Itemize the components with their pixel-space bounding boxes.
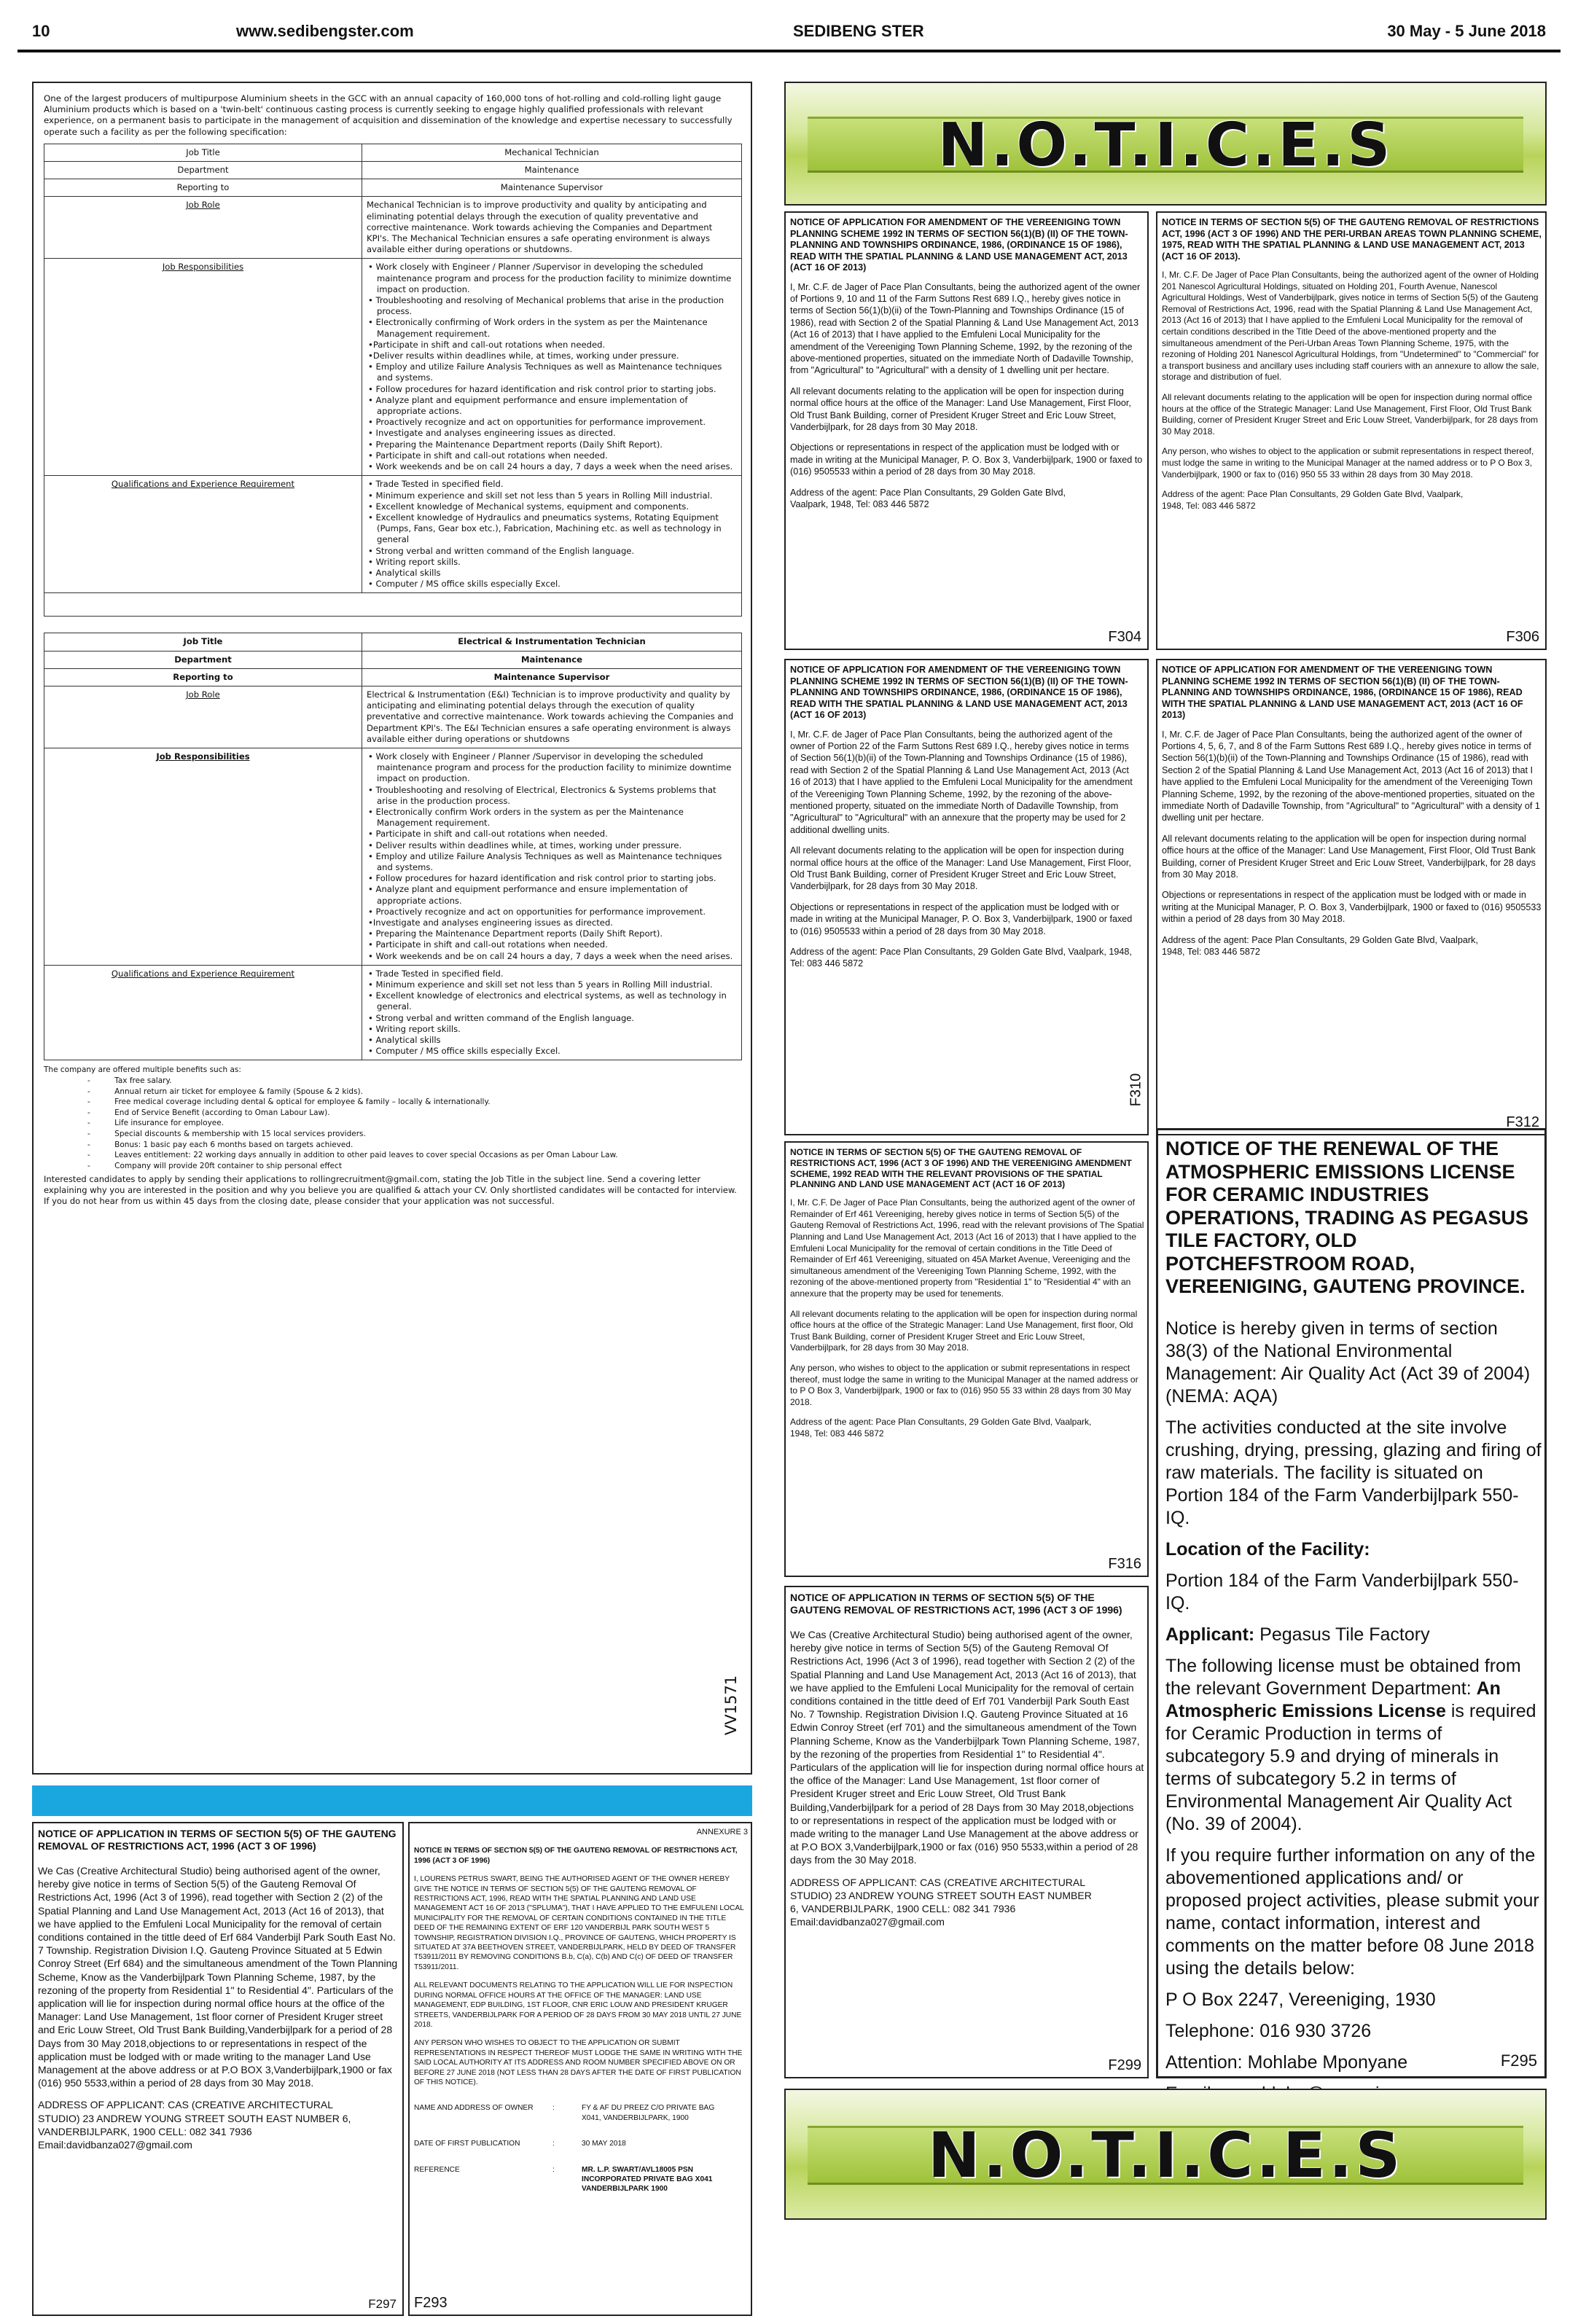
notice-ref: F297 — [368, 2297, 397, 2311]
reporting-value: Maintenance Supervisor — [362, 179, 742, 197]
qualifications-list — [362, 476, 742, 593]
responsibilities-label: Job Responsibilities — [44, 259, 362, 476]
contact-address: P O Box 2247, Vereeniging, 1930 — [1165, 1989, 1436, 2010]
notice-paragraph: All relevant documents relating to the application will be open for inspection during normal office hours at the office of the Strategic Manager: Land Use Management, first floor, Old Trust Bank Building, corner of President Kruger Street and Eric Louw Street, Vanderbijlpark, for 28 days from 30 May 2018. — [790, 1308, 1138, 1353]
page-header — [17, 13, 1561, 52]
notice-paragraph: ALL RELEVANT DOCUMENTS RELATING TO THE APPLICATION WILL LIE FOR INSPECTION DURING NORMAL OFFICE HOURS AT THE OFFICE OF THE MANAGER: LAND USE MANAGEMENT, EDP BUILDING, 1ST FLOOR, CNR ERIC LOUW AND PRESIDENT KRUGER STREETS, VANDERBIJLPARK FOR A PERIOD OF 28 DAYS FROM 30 MAY 2018 UNTIL 27 JUNE 2018. — [414, 1981, 742, 2029]
list-item: • Analytical skills — [368, 1035, 441, 1046]
list-item: • Follow procedures for hazard identification and risk control prior to starting jobs. — [368, 873, 716, 884]
responsibilities-label: Job Responsibilities — [44, 748, 362, 965]
list-item: • Analytical skills — [368, 567, 441, 578]
notice-body — [790, 1592, 1144, 2074]
list-item: • Work closely with Engineer / Planner /Supervisor in developing the scheduled maintenance program and process for the production facility to minimize downtime impact on production. — [368, 262, 732, 294]
notice-body — [38, 1828, 399, 2312]
notice-f304 — [784, 211, 1149, 650]
reporting-value: Maintenance Supervisor — [362, 668, 742, 686]
list-item: •Investigate and analyses engineering issues as directed. — [368, 918, 613, 928]
list-item: • Participate in shift and call-out rotations when needed. — [368, 450, 608, 461]
list-item: • Proactively recognize and act on opportunities for performance improvement. — [368, 906, 706, 917]
notice-paragraph: We Cas (Creative Architectural Studio) being authorised agent of the owner, hereby give notice in terms of Section 5(5) of the Gauteng Removal Of Restrictions Act, 1996 (Act 3 of 1996), read together with Section 2 (2) of the Spatial Planning and Land Use Management Act, 2013 (Act 16 of 2013), that we have applied to the Emfuleni Local Municipality for the removal of certain conditions contained in the tittle deed of Erf 684 Vanderbijl Park South East No. 7 Township. Registration Division I.Q. Gauteng Province Situated at 5 Edwin Conroy Street (Erf 684) and the simultaneous amendment of the Town Planning Scheme, Know as the Vanderbijlpark Town Planning Scheme, 1987, by the rezoning of the property from Residential 1" to Residential 4". Particulars of the application will lie for inspection during normal office hours at the office of the Manager: Land Use Management, 1st floor corner of President Kruger street and Eric Louw Street, Old Trust Bank Building,Vanderbijlpark for a period of 28 Days from 30 May 2018,objections to or representations in respect of the application must be lodged with or made writing to the manager Land Use Management at the above address or at P.O BOX 3,Vanderbijlpark,1900 or fax (016) 950 5533,within a period of 28 days from 30 May 2018. — [38, 1865, 398, 2089]
blue-band — [32, 1785, 752, 1816]
notices-banner-top — [784, 82, 1547, 206]
list-item: • Participate in shift and call-out rotations when needed. — [368, 829, 608, 840]
list-item: • Troubleshooting and resolving of Electrical, Electronics & Systems problems that arise in the production process. — [368, 784, 716, 806]
list-item: - Tax free salary. — [87, 1076, 172, 1086]
notice-ref: F312 — [1506, 1114, 1539, 1130]
notice-f297 — [32, 1822, 404, 2316]
list-item: • Investigate and analyses engineering issues as directed. — [368, 428, 616, 439]
list-item: • Excellent knowledge of Hydraulics and pneumatics systems, Rotating Equipment (Pumps, Fans, Gear box etc.), Fabrication, Machining etc. as well as technology in general — [368, 512, 722, 545]
notice-heading: NOTICE IN TERMS OF SECTION 5(5) OF THE GAUTENG REMOVAL OF RESTRICTIONS ACT, 1996 (ACT 3 OF 1996) — [414, 1847, 738, 1865]
list-item: • Analyze plant and equipment performance and ensure implementation of appropriate actions. — [368, 884, 688, 906]
list-item: • Preparing the Maintenance Department reports (Daily Shift Report). — [368, 928, 663, 939]
notice-paragraph: ADDRESS OF APPLICANT: CAS (CREATIVE ARCHITECTURAL STUDIO) 23 ANDREW YOUNG STREET SOUTH EAST NUMBER 6, VANDERBIJLPARK, 1900 CELL: 082 341 7936 Email:davidbanza027@gmail.com — [38, 2099, 351, 2151]
notice-paragraph: I, Mr. C.F. De Jager of Pace Plan Consultants, being the authorized agent of the owner of Remainder of Erf 461 Vereeniging, hereby gives notice in terms of Section 5(5) of the Gauteng Removal of Restrictions Act, 1996, read with the relevant provisions of The Spatial Planning and Land Use Management Act, 2013 (Act 16 of 2013) that I have applied to the Emfuleni Local Municipality for the removal of certain conditions in the Title Deed of Remainder of Erf 461 Vereeniging, situated on 45A Market Avenue, Vereeniging and the simultaneous amendment of the Vereeniging Town Planning Scheme, 1992, with the rezoning of the above-mentioned property from "Residential 1" to "Residential 4" with an annexure that the property may be used for tenements. — [790, 1197, 1144, 1299]
notice-paragraph: Address of the agent: Pace Plan Consultants, 29 Golden Gate Blvd, Vaalpark, 1948, Tel: 083 446 5872 — [790, 947, 1132, 969]
notice-ref: F293 — [414, 2295, 448, 2311]
list-item: • Computer / MS office skills especially Excel. — [368, 1046, 560, 1057]
list-item: • Trade Tested in specified field. — [368, 968, 504, 979]
notice-paragraph: We Cas (Creative Architectural Studio) being authorised agent of the owner, hereby give notice in terms of Section 5(5) of the Gauteng Removal Of Restrictions Act, 1996 (Act 3 of 1996), read together with Section 2 (2) of the Spatial Planning and Land Use Management Act, 2013 (Act 16 of 2013), that we have applied to the Emfuleni Local Municipality for the removal of certain conditions contained in the tittle deed of Erf 701 Vanderbijl Park South East No. 7 Township. Registration Division I.Q. Gauteng Province Situated at 16 Edwin Conroy Street (erf 701) and the simultaneous amendment of the Town Planning Scheme, Know as the Vanderbijlpark Town Planning Scheme, 1987, by the rezoning of the properties from Residential 1" to Residential 4". Particulars of the application will lie for inspection during normal office hours at the office of the Manager: Land Use Management, 1st floor corner of President Kruger street and Eric Louw Street, Old Trust Bank Building,Vanderbijlpark for a period of 28 Days from 30 May 2018,objections to or representations in respect of the application must be lodged with or made writing to the manager Land Use Management at the above address or at P.O BOX 3,Vanderbijlpark,1900 or fax (016) 950 5533,within a period of 28 days from the 30 May 2018. — [790, 1629, 1144, 1866]
job-advertisement — [32, 82, 752, 1775]
notice-f316 — [784, 1141, 1149, 1577]
list-item: • Excellent knowledge of electronics and electrical systems, as well as technology in general. — [368, 990, 727, 1012]
notice-paragraph: I, Mr. C.F. de Jager of Pace Plan Consultants, being the authorized agent of the owner of Portions 9, 10 and 11 of the Farm Suttons Rest 689 I.Q., hereby gives notice in terms of Section 56(1)(b)(ii) of the Town-Planning and Townships Ordinance (15 of 1986), read with Section 2 of the Spatial Planning & Land Use Management Act, 2013 (Act 16 of 2013) that I have applied to the Emfuleni Local Municipality for the amendment of the Vereeniging Town Planning Scheme, 1992, by the rezoning of the above-mentioned properties, situated on the immediate North of Dadaville Township, from "Agricultural" to "Agricultural" with a density of 1 dwelling unit per hectare. — [790, 281, 1141, 376]
job-title-value: Mechanical Technician — [362, 144, 742, 161]
list-item: • Strong verbal and written command of the English language. — [368, 545, 635, 556]
notice-body — [1162, 665, 1542, 1131]
notices-title: N.O.T.I.C.E.S — [937, 111, 1394, 180]
notice-paragraph: All relevant documents relating to the application will be open for inspection during normal office hours at the office of the Strategic Manager: Land Use Management, First Floor, Old Trust Bank Building, corner of President Kruger Street and Eric Louw Street, Vanderbijlpark, for 28 days from 30 May 2018. — [1162, 391, 1539, 437]
list-item: • Preparing the Maintenance Department reports (Daily Shift Report). — [368, 439, 663, 450]
location-value: Portion 184 of the Farm Vanderbijlpark 550- IQ. — [1165, 1570, 1519, 1613]
job-role-value: Electrical & Instrumentation (E&I) Technician is to improve productivity and quality by anticipating and eliminating potential delays through the execution of quality preventative and corrective maintenance. Work towards achieving the Companies and Department KPI's. The E&I Technician ensures a safe operating environment is always available either during operations or shutdowns — [362, 686, 742, 748]
notice-paragraph: All relevant documents relating to the application will be open for inspection during normal office hours at the office of the Manager: Land Use Management, First Floor, Old Trust Bank Building, corner of President Kruger Street and Eric Louw Street, Vanderbijlpark, for 28 days from 30 May 2018. — [1162, 833, 1536, 880]
reference-row: REFERENCE : MR. L.P. SWART/AVL18005 PSN INCORPORATED PRIVATE BAG X041 VANDERBIJLPARK 1900 — [414, 2165, 713, 2194]
notice-paragraph: Objections or representations in respect of the application must be lodged with or made in writing at the Municipal Manager, P. O. Box 3, Vanderbijlpark, 1900 or faxed to (016) 9505533 within a period of 28 days from 30 May 2018. — [790, 442, 1143, 477]
list-item: • Analyze plant and equipment performance and ensure implementation of appropriate actions. — [368, 394, 688, 417]
notice-heading: NOTICE OF APPLICATION FOR AMENDMENT OF THE VEREENIGING TOWN PLANNING SCHEME 1992 IN TERMS OF SECTION 56(1)(B) (II) OF THE TOWN-PLANNING AND TOWNSHIPS ORDINANCE, 1986, (ORDINANCE 15 OF 1986), READ WITH THE SPATIAL PLANNING & LAND USE MANAGEMENT ACT, 2013 (ACT 16 OF 2013) — [790, 217, 1128, 273]
notice-f306 — [1156, 211, 1547, 650]
notice-ref: F295 — [1500, 2051, 1537, 2070]
list-item: - Annual return air ticket for employee & family (Spouse & 2 kids). — [87, 1087, 363, 1096]
masthead: SEDIBENG STER — [793, 22, 924, 40]
notice-paragraph: I, LOURENS PETRUS SWART, BEING THE AUTHORISED AGENT OF THE OWNER HEREBY GIVE THE NOTICE IN TERMS OF SECTION 5(5) OF THE GAUTENG REMOVAL OF RESTRICTIONS ACT, 1996, READ WITH THE SPATIAL PLANNING AND LAND USE MANAGEMENT ACT 16 OF 2013 ("SPLUMA"), THAT I HAVE APPLIED TO THE EMFULENI LOCAL MUNICIPALITY FOR THE REMOVAL OF CERTAIN CONDITIONS CONTAINED IN THE TITLE DEED OF THE REMAINING EXTENT OF ERF 120 VANDERBIJL PARK SOUTH WEST 5 TOWNSHIP, REGISTRATION DIVISION I.Q., PROVINCE OF GAUTENG, WHICH PROPERTY IS SITUATED AT 37A BEETHOVEN STREET, VANDERBIJLPARK, HELD BY DEED OF TRANSFER T53911/2011 BY REMOVING CONDITIONS B.b, C(a), C(b) AND C(c) OF DEED OF TRANSFER T53911/2011. — [414, 1875, 744, 1971]
reporting-label: Reporting to — [44, 179, 362, 197]
job-role-value: Mechanical Technician is to improve productivity and quality by anticipating and eliminating potential delays through the execution of quality preventative and corrective maintenance. Work towards achieving the Companies and Department KPI's. The Mechanical Technician ensures a safe operating environment is always available either during operations or shutdowns. — [362, 197, 742, 259]
notice-heading: NOTICE OF APPLICATION FOR AMENDMENT OF THE VEREENIGING TOWN PLANNING SCHEME 1992 IN TERMS OF SECTION 56(1)(B) (II) OF THE TOWN-PLANNING AND TOWNSHIPS ORDINANCE, 1986, (ORDINANCE 15 OF 1986), READ WITH THE SPATIAL PLANNING & LAND USE MANAGEMENT ACT, 2013 (ACT 16 OF 2013) — [790, 665, 1128, 720]
site-url[interactable]: www.sedibengster.com — [236, 22, 414, 40]
qualifications-label: Qualifications and Experience Requirement — [44, 476, 362, 593]
list-item: • Employ and utilize Failure Analysis Techniques as well as Maintenance techniques and systems. — [368, 850, 722, 872]
notice-paragraph: Any person, who wishes to object to the application or submit representations in respect thereof, must lodge the same in writing to the Municipal Manager at the named address or to P O Box 3, Vanderbijlpark, 1900 or fax to (016) 950 55 33 within 28 days from 30 May 2018. — [790, 1362, 1138, 1407]
notice-paragraph: Address of the agent: Pace Plan Consultants, 29 Golden Gate Blvd, Vaalpark, 1948, Tel: 083 446 5872 — [790, 1417, 1092, 1439]
notice-paragraph: Any person, who wishes to object to the application or submit representations in respect thereof, must lodge the same in writing to the Municipal Manager at the named address or to P O Box 3, Vanderbijlpark, 1900 or fax to (016) 950 55 33 within 28 days from 30 May 2018. — [1162, 446, 1534, 480]
job-table-electrical — [44, 633, 742, 1060]
notice-paragraph: ADDRESS OF APPLICANT: CAS (CREATIVE ARCHITECTURAL STUDIO) 23 ANDREW YOUNG STREET SOUTH EAST NUMBER 6, VANDERBIJLPARK, 1900 CELL: 082 341 7936 Email:davidbanza027@gmail.com — [790, 1876, 1092, 1928]
list-item: • Work weekends and be on call 24 hours a day, 7 days a week when the need arises. — [368, 950, 733, 961]
applicant-label: Applicant: — [1165, 1624, 1255, 1645]
list-item: • Minimum experience and skill set not less than 5 years in Rolling Mill industrial. — [368, 979, 713, 990]
notice-paragraph: I, Mr. C.F. de Jager of Pace Plan Consultants, being the authorized agent of the owner of Portion 22 of the Farm Suttons Rest 689 I.Q., hereby gives notice in terms of Section 56(1)(b)(ii) of the Town-Planning and Townships Ordinance (15 of 1986), read with Section 2 of the Spatial Planning & Land Use Management Act, 2013 (Act 16 of 2013) that I have applied to the Emfuleni Local Municipality for the amendment of the Vereeniging Town Planning Scheme, 1992, by the rezoning of the above-mentioned property, situated on the immediate North of Dadaville Township, from "Agricultural" to "Agricultural" with an annexure that the property may be used for 2 additional dwelling units. — [790, 729, 1133, 835]
notice-paragraph: I, Mr. C.F. de Jager of Pace Plan Consultants, being the authorized agent of the owner of Portions 4, 5, 6, 7, and 8 of the Farm Suttons Rest 689 I.Q., hereby gives notice in terms of Section 56(1)(b)(ii) of the Town-Planning and Townships Ordinance (15 of 1986), read with Section 2 of the Spatial Planning & Land Use Management Act, 2013 (Act 16 of 2013) that I have applied to the Emfuleni Local Municipality for the amendment of the Vereeniging Town Planning Scheme, 1992, by the rezoning of the above-mentioned properties, situated on the immediate North of Dadaville Township, from "Agricultural" to "Agricultural" with a density of 1 dwelling unit per hectare. — [1162, 729, 1540, 823]
notice-body — [790, 217, 1144, 646]
notice-paragraph: I, Mr. C.F. De Jager of Pace Plan Consultants, being the authorized agent of the owner of Holding 201 Nanescol Agricultural Holdings, situated on Holding 201, Fourth Avenue, Nanescol Agricultural Holdings, West of Vanderbijlpark, gives notice in terms of Section 5(5) of the Gauteng Removal of Restrictions Act, 1996, read with the Spatial Planning & Land Use Management Act, 2013 (Act 16 of 2013) that I have applied to the Emfuleni Local Municipality for the removal of certain conditions described in the Title Deed of the above-mentioned property and the simultaneous amendment of the Peri-Urban Areas Town Planning Scheme, 1975, with the rezoning of Holding 201 Nanescol Agricultural Holdings, from "Undetermined" to "Commercial" for a transport business and ancillary uses including staff couriers with an annexure to allow the sale, storage and distribution of fuel. — [1162, 270, 1539, 383]
notice-f310 — [784, 659, 1149, 1135]
applicant-value: Pegasus Tile Factory — [1259, 1624, 1430, 1645]
notice-f295 — [1156, 1128, 1547, 2078]
list-item: • Follow procedures for hazard identification and risk control prior to starting jobs. — [368, 383, 716, 394]
notice-body — [414, 1828, 748, 2312]
list-item: • Minimum experience and skill set not less than 5 years in Rolling Mill industrial. — [368, 490, 713, 501]
notice-f299 — [784, 1586, 1149, 2078]
notice-paragraph: The following license must be obtained from the relevant Government Department: An Atmospheric Emissions License is required for Ceramic Production in terms of subcategory 5.9 and drying of minerals in terms of subcategory 5.2 in terms of Environmental Management Air Quality Act (No. 39 of 2004). — [1165, 1655, 1536, 1834]
publication-row: DATE OF FIRST PUBLICATION : 30 MAY 2018 — [414, 2140, 626, 2148]
notice-body — [790, 665, 1133, 1131]
job-title-label: Job Title — [44, 144, 362, 161]
notices-banner-bottom — [784, 2089, 1547, 2220]
qualifications-label: Qualifications and Experience Requirement — [44, 965, 362, 1060]
list-item: • Computer / MS office skills especially Excel. — [368, 579, 560, 590]
notice-body — [1165, 1138, 1542, 2073]
list-item: • Work closely with Engineer / Planner /Supervisor in developing the scheduled maintenance program and process for the production facility to minimize downtime impact on production. — [368, 751, 732, 784]
list-item: - Company will provide 20ft container to ship personal effect — [87, 1161, 342, 1170]
list-item: - Special discounts & membership with 15 local services providers. — [87, 1130, 366, 1138]
issue-date: 30 May - 5 June 2018 — [1387, 22, 1546, 40]
notice-f293 — [408, 1822, 752, 2316]
notice-heading: NOTICE OF THE RENEWAL OF THE ATMOSPHERIC EMISSIONS LICENSE FOR CERAMIC INDUSTRIES OPERATIONS, TRADING AS PEGASUS TILE FACTORY, OLD POTCHEFSTROOM ROAD, VEREENIGING, GAUTENG PROVINCE. — [1165, 1138, 1529, 1297]
list-item: - Free medical coverage including dental & optical for employee & family – locally & internationally. — [87, 1098, 491, 1107]
notices-title: N.O.T.I.C.E.S — [927, 2119, 1404, 2192]
notice-ref-wrap — [1125, 1068, 1147, 1112]
notice-paragraph: Address of the agent: Pace Plan Consultants, 29 Golden Gate Blvd, Vaalpark, 1948, Tel: 083 446 5872 — [1162, 489, 1464, 511]
list-item: - Life insurance for employee. — [87, 1119, 224, 1128]
notice-ref: F306 — [1506, 629, 1539, 645]
responsibilities-list — [362, 748, 742, 965]
notice-paragraph: Address of the agent: Pace Plan Consultants, 29 Golden Gate Blvd, Vaalpark, 1948, Tel: 083 446 5872 — [1162, 934, 1478, 957]
list-item: • Proactively recognize and act on opportunities for performance improvement. — [368, 417, 706, 428]
list-item: • Electronically confirm Work orders in the system as per the Maintenance Management requirement. — [368, 806, 684, 829]
notice-ref: F316 — [1108, 1556, 1141, 1572]
reporting-label: Reporting to — [44, 668, 362, 686]
notice-heading: NOTICE OF APPLICATION IN TERMS OF SECTION 5(5) OF THE GAUTENG REMOVAL OF RESTRICTIONS ACT, 1996 (ACT 3 OF 1996) — [38, 1828, 397, 1852]
list-item: - End of Service Benefit (according to Oman Labour Law). — [87, 1108, 330, 1117]
list-item: • Strong verbal and written command of the English language. — [368, 1012, 635, 1023]
department-label: Department — [44, 162, 362, 179]
list-item: • Employ and utilize Failure Analysis Techniques as well as Maintenance techniques and systems. — [368, 361, 722, 383]
job-role-label: Job Role — [44, 197, 362, 259]
department-value: Maintenance — [362, 651, 742, 668]
notice-ref: F299 — [1108, 2057, 1141, 2073]
notice-paragraph: Objections or representations in respect of the application must be lodged with or made in writing at the Municipal Manager, P. O. Box 3, Vanderbijlpark, 1900 or faxed to (016) 9505533 within a period of 28 days from 30 May 2018. — [1162, 890, 1542, 925]
owner-row: NAME AND ADDRESS OF OWNER : FY & AF DU PREEZ C/O PRIVATE BAG X041, VANDERBIJLPARK, 1900 — [414, 2104, 715, 2122]
notice-heading: NOTICE OF APPLICATION IN TERMS OF SECTION 5(5) OF THE GAUTENG REMOVAL OF RESTRICTIONS ACT, 1996 (ACT 3 OF 1996) — [790, 1592, 1122, 1616]
list-item: • Deliver results within deadlines while, at times, working under pressure. — [368, 840, 682, 850]
notice-body — [1162, 217, 1542, 646]
notice-paragraph: Objections or representations in respect of the application must be lodged with or made in writing at the Municipal Manager, P. O. Box 3, Vanderbijlpark, 1900 or faxed to (016) 9505533 within a period of 28 days from 30 May 2018. — [790, 901, 1133, 936]
location-label: Location of the Facility: — [1165, 1538, 1370, 1560]
list-item: • Troubleshooting and resolving of Mechanical problems that arise in the production process. — [368, 295, 724, 317]
department-value: Maintenance — [362, 162, 742, 179]
notice-paragraph: All relevant documents relating to the application will be open for inspection during normal office hours at the office of the Manager: Land Use Management, First Floor, Old Trust Bank Building, corner of President Kruger Street and Eric Louw Street, Vanderbijlpark, for 28 days from 30 May 2018. — [790, 845, 1131, 892]
qualifications-list — [362, 965, 742, 1060]
list-item: • Electronically confirming of Work orders in the system as per the Maintenance Management requirement. — [368, 317, 708, 339]
job-title-value: Electrical & Instrumentation Technician — [362, 633, 742, 651]
contact-attention: Attention: Mohlabe Mponyane — [1165, 2051, 1408, 2073]
contact-phone: Telephone: 016 930 3726 — [1165, 2020, 1372, 2041]
responsibilities-list — [362, 259, 742, 476]
notice-paragraph: ANY PERSON WHO WISHES TO OBJECT TO THE APPLICATION OR SUBMIT REPRESENTATIONS IN RESPECT THEREOF MUST LODGE THE SAME IN WRITING WITH THE SAID LOCAL AUTHORITY AT ITS ADDRESS AND ROOM NUMBER SPECIFIED ABOVE ON OR BEFORE 27 JUNE 2018 (NOT LESS THAN 28 DAYS AFTER THE DATE OF FIRST PUBLICATION OF THIS NOTICE). — [414, 2039, 743, 2086]
annexure-label: ANNEXURE 3 — [696, 1828, 748, 1836]
notice-paragraph: Address of the agent: Pace Plan Consultants, 29 Golden Gate Blvd, Vaalpark, 1948, Tel: 083 446 5872 — [790, 487, 1066, 509]
notice-heading: NOTICE IN TERMS OF SECTION 5(5) OF THE GAUTENG REMOVAL OF RESTRICTIONS ACT, 1996 (ACT 3 OF 1996) AND THE VEREENIGING AMENDMENT SCHEME, 1992 READ WITH THE RELEVANT PROVISIONS OF THE SPATIAL PLANNING AND LAND USE MANAGEMENT ACT (ACT 16 OF 2013) — [790, 1147, 1132, 1190]
notice-body — [790, 1147, 1144, 1573]
benefits — [34, 1065, 751, 1171]
job-table-mechanical — [44, 144, 742, 617]
notice-paragraph: If you require further information on any of the abovementioned applications and/ or proposed project activities, please submit your name, contact information, interest and comments on the matter before 08 June 2018 using the details below: — [1165, 1844, 1539, 1979]
notice-paragraph: The activities conducted at the site involve crushing, drying, pressing, glazing and firing of raw materials. The facility is situated on Portion 184 of the Farm Vanderbijlpark 550- IQ. — [1165, 1417, 1542, 1528]
notice-paragraph: All relevant documents relating to the application will be open for inspection during normal office hours at the office of the Manager: Land Use Management, First Floor, Old Trust Bank Building, corner of President Kruger Street and Eric Louw Street, Vanderbijlpark, for 28 days from 30 May 2018. — [790, 386, 1131, 432]
job-title-label: Job Title — [44, 633, 362, 651]
job-role-label: Job Role — [44, 686, 362, 748]
list-item: - Bonus: 1 basic pay each 6 months based on targets achieved. — [87, 1140, 354, 1149]
page-number: 10 — [32, 22, 50, 40]
notice-ref: F304 — [1108, 629, 1141, 645]
job-ad-intro: One of the largest producers of multipurpose Aluminium sheets in the GCC with an annual capacity of 160,000 tons of hot-rolling and cold-rolling light gauge Aluminium products which is based on a 'twin-belt' continuous casting process is currently seeking to engage highly qualified professionals with relevant experience, on a permanent basis to participate in the management of acquisition and dissemination of the knowledge and expertise necessary to successfully operate such a facility as per the following specification: — [44, 93, 733, 137]
ad-reference: VV1571 — [722, 1675, 740, 1736]
list-item: • Participate in shift and call-out rotations when needed. — [368, 939, 608, 950]
application-instructions: Interested candidates to apply by sending their applications to rollingrecruitment@gmail.com, stating the Job Title in the subject line. Send a covering letter explaining why you are interested in the position and why you believe you are qualified & attach your CV. Only shortlisted candidates will be contacted for interview. If you do not hear from us within 45 days from the closing date, please consider that your application was not successful. — [44, 1174, 737, 1206]
notice-heading: NOTICE IN TERMS OF SECTION 5(5) OF THE GAUTENG REMOVAL OF RESTRICTIONS ACT, 1996 (ACT 3 OF 1996) AND THE PERI-URBAN AREAS TOWN PLANNING SCHEME, 1975, READ WITH THE SPATIAL PLANNING & LAND USE MANAGEMENT ACT, 2013 (ACT 16 OF 2013). — [1162, 217, 1542, 262]
list-item: •Deliver results within deadlines while, at times, working under pressure. — [368, 351, 679, 361]
department-label: Department — [44, 651, 362, 668]
list-item: • Excellent knowledge of Mechanical systems, equipment and components. — [368, 501, 690, 512]
notice-heading: NOTICE OF APPLICATION FOR AMENDMENT OF THE VEREENIGING TOWN PLANNING SCHEME 1992 IN TERMS OF SECTION 56(1)(B) (II) OF THE TOWN-PLANNING AND TOWNSHIPS ORDINANCE, 1986, (ORDINANCE 15 OF 1986), READ WITH THE SPATIAL PLANNING & LAND USE MANAGEMENT ACT, 2013 (ACT 16 OF 2013) — [1162, 665, 1523, 720]
list-item: - Leaves entitlement: 22 working days annually in addition to other paid leaves to cover special Occasions as per Oman Labour Law. — [87, 1151, 618, 1160]
notice-paragraph: Notice is hereby given in terms of section 38(3) of the National Environmental Management: Air Quality Act (Act 39 of 2004) (NEMA: AQA) — [1165, 1318, 1531, 1406]
notice-f312 — [1156, 659, 1547, 1135]
list-item: •Participate in shift and call-out rotations when needed. — [368, 339, 606, 350]
list-item: • Work weekends and be on call 24 hours a day, 7 days a week when the need arises. — [368, 461, 733, 472]
notice-ref: F310 — [1128, 1073, 1144, 1107]
list-item: • Trade Tested in specified field. — [368, 479, 504, 490]
ad-reference-wrap — [719, 1669, 743, 1749]
benefits-intro: The company are offered multiple benefits such as: — [44, 1065, 241, 1075]
list-item: • Writing report skills. — [368, 1023, 461, 1034]
list-item: • Writing report skills. — [368, 556, 461, 567]
